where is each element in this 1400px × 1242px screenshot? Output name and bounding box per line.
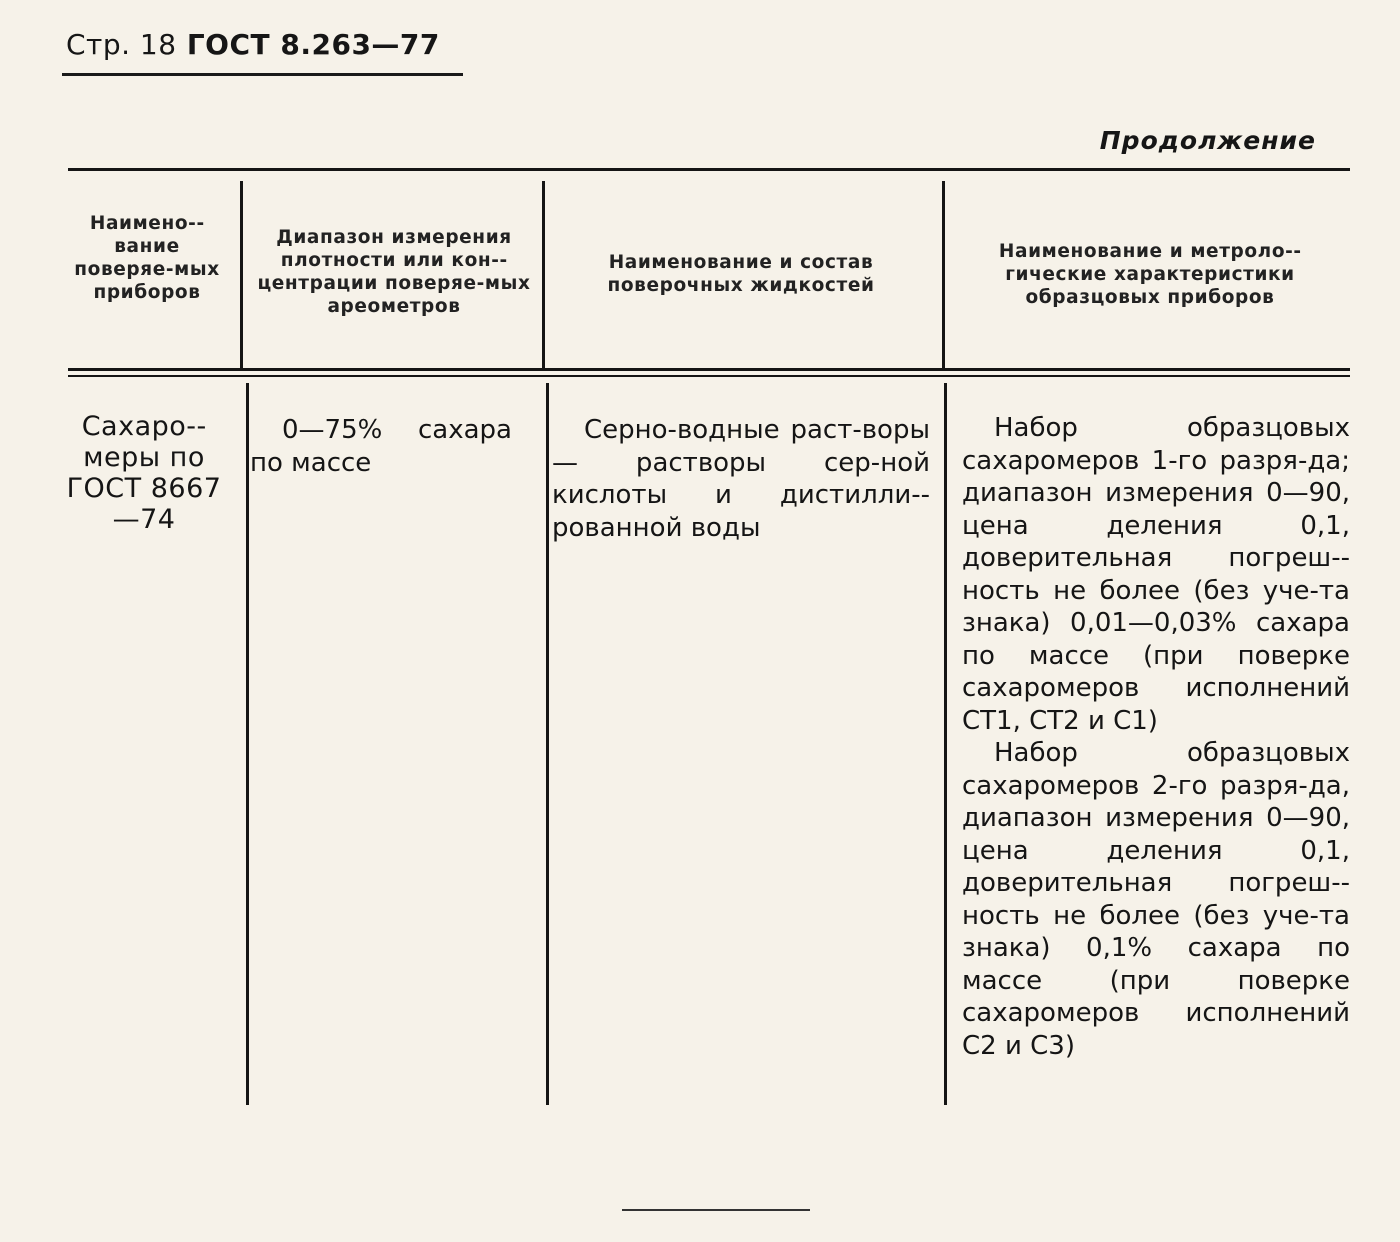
cell-reference-instruments — [962, 412, 1350, 1062]
instrument-set-first-grade: Набор образцовых сахаромеров 1-го разря-да; диапазон измерения 0—90, цена деления 0,1, доверительная погреш-ность не более (без уче-та знака) 0,01—0,03% сахара по массе (при поверке сахаромеров исполнений СТ1, СТ2 и С1) — [962, 413, 1350, 736]
cell-measurement-range: 0—75% сахара по массе — [250, 415, 512, 478]
header-underline — [62, 73, 463, 76]
page-header — [66, 28, 440, 61]
footer-rule — [622, 1209, 810, 1211]
cell-calibration-liquids: Серно-водные раст-воры — растворы сер-ной кислоты и дистилли-рованной воды — [552, 415, 930, 543]
column-divider — [246, 383, 249, 1105]
continuation-label: Продолжение — [1099, 126, 1316, 155]
header-bottom-rule-second — [68, 375, 1350, 377]
standard-number: ГОСТ 8.263—77 — [186, 28, 440, 61]
cell-device-name: Сахаро-меры по ГОСТ 8667—74 — [66, 411, 222, 535]
column-header-calibration-liquids: Наименование и состав поверочных жидкостей — [607, 252, 875, 296]
page-number: Стр. 18 — [66, 28, 177, 61]
instrument-set-second-grade: Набор образцовых сахаромеров 2-го разря-да, диапазон измерения 0—90, цена деления 0,1, доверительная погреш-ность не более (без уче-та знака) 0,1% сахара по массе (при поверке сахаромеров исполнений С2 и С3) — [962, 738, 1350, 1061]
column-header-measurement-range: Диапазон измерения плотности или кон-центрации поверяе-мых ареометров — [257, 227, 531, 317]
table-top-rule — [68, 168, 1350, 171]
column-divider — [942, 181, 945, 371]
column-header-device-name: Наимено-вание поверяе-мых приборов — [74, 213, 220, 303]
column-divider — [240, 181, 243, 371]
column-divider — [944, 383, 947, 1105]
column-header-reference-instruments: Наименование и метроло-гические характеристики образцовых приборов — [998, 241, 1302, 308]
header-bottom-rule — [68, 368, 1350, 371]
column-divider — [546, 383, 549, 1105]
column-divider — [542, 181, 545, 371]
